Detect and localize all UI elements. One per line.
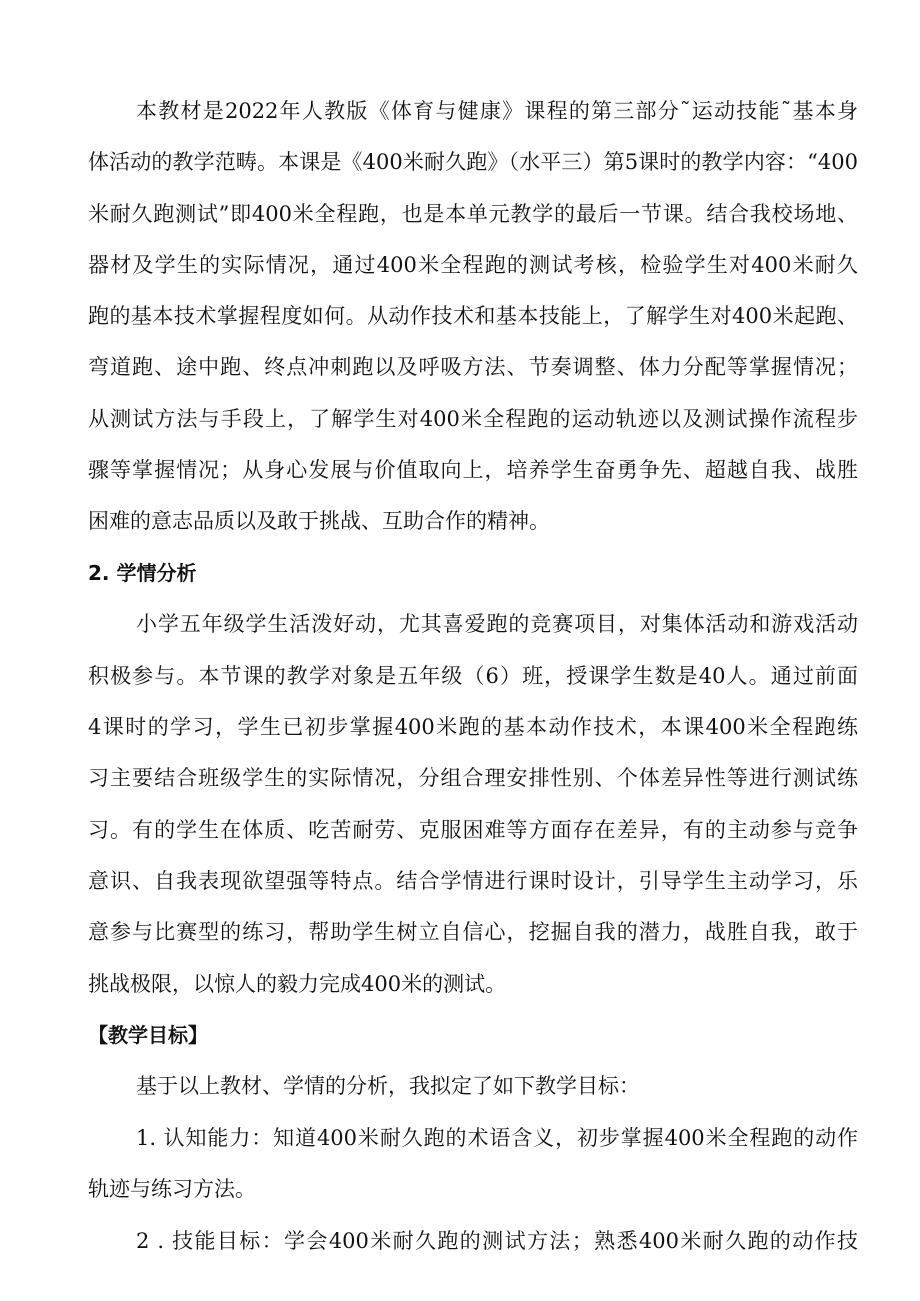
- student-analysis-line-5: 习。有的学生在体质、吃苦耐劳、克服困难等方面存在差异，有的主动参与竞争: [88, 818, 858, 842]
- student-analysis-line-2: 积极参与。本节课的教学对象是五年级（6）班，授课学生数是40人。通过前面: [88, 664, 858, 688]
- student-analysis-line-3: 4课时的学习，学生已初步掌握400米跑的基本动作技术，本课400米全程跑练: [88, 715, 858, 739]
- student-analysis-line-6: 意识、自我表现欲望强等特点。结合学情进行课时设计，引导学生主动学习，乐: [88, 869, 858, 893]
- objective-1-line-2: 轨迹与练习方法。: [88, 1177, 256, 1201]
- textbook-analysis-line-7: 从测试方法与手段上，了解学生对400米全程跑的运动轨迹以及测试操作流程步: [88, 407, 858, 431]
- student-analysis-line-7: 意参与比赛型的练习，帮助学生树立自信心，挖掘自我的潜力，战胜自我，敢于: [88, 920, 858, 944]
- textbook-analysis-line-4: 器材及学生的实际情况，通过400米全程跑的测试考核，检验学生对400米耐久: [88, 253, 858, 277]
- textbook-analysis-line-9: 困难的意志品质以及敢于挑战、互助合作的精神。: [88, 509, 550, 533]
- student-analysis-line-4: 习主要结合班级学生的实际情况，分组合理安排性别、个体差异性等进行测试练: [88, 766, 858, 790]
- section-heading-student-analysis: 2. 学情分析: [88, 561, 197, 585]
- textbook-analysis-line-6: 弯道跑、途中跑、终点冲刺跑以及呼吸方法、节奏调整、体力分配等掌握情况；: [88, 355, 858, 379]
- student-analysis-line-1: 小学五年级学生活泼好动，尤其喜爱跑的竞赛项目，对集体活动和游戏活动: [136, 612, 858, 636]
- student-analysis-line-8: 挑战极限，以惊人的毅力完成400米的测试。: [88, 972, 507, 996]
- textbook-analysis-line-1: 本教材是2022年人教版《体育与健康》课程的第三部分˜运动技能˜基本身: [136, 99, 858, 123]
- textbook-analysis-line-3: 米耐久跑测试”即400米全程跑，也是本单元教学的最后一节课。结合我校场地、: [88, 202, 858, 226]
- objectives-intro: 基于以上教材、学情的分析，我拟定了如下教学目标：: [136, 1074, 640, 1098]
- textbook-analysis-line-2: 体活动的教学范畴。本课是《400米耐久跑》（水平三）第5课时的教学内容：“400: [88, 150, 858, 174]
- textbook-analysis-line-8: 骤等掌握情况；从身心发展与价值取向上，培养学生奋勇争先、超越自我、战胜: [88, 458, 858, 482]
- objective-2-line-1: 2 . 技能目标：学会400米耐久跑的测试方法；熟悉400米耐久跑的动作技: [136, 1229, 858, 1253]
- textbook-analysis-line-5: 跑的基本技术掌握程度如何。从动作技术和基本技能上，了解学生对400米起跑、: [88, 304, 858, 328]
- objective-1-line-1: 1. 认知能力：知道400米耐久跑的术语含义，初步掌握400米全程跑的动作: [136, 1126, 858, 1150]
- section-heading-teaching-objectives: 【教学目标】: [88, 1023, 208, 1047]
